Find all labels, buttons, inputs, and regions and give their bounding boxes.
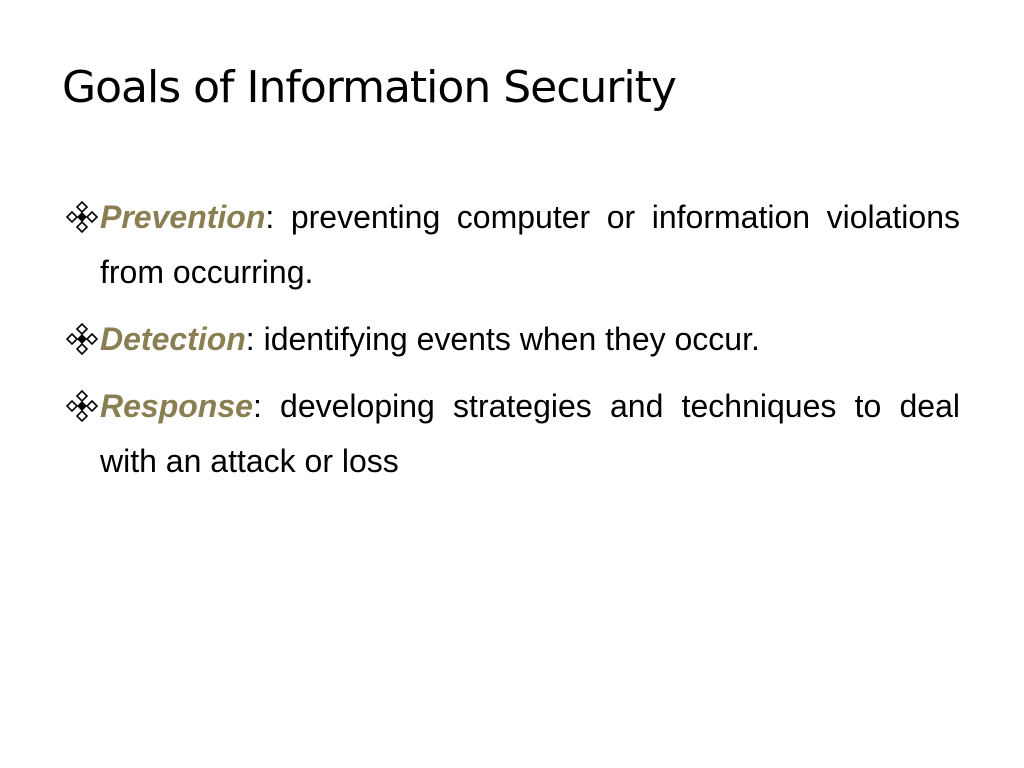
- slide-title: Goals of Information Security: [62, 62, 676, 113]
- bullet-text: preventing computer or information violations from occurring.: [100, 199, 960, 290]
- bullet-separator: :: [252, 388, 262, 424]
- diamond-bullet-icon: [64, 200, 100, 234]
- bullet-item-detection: [62, 312, 960, 367]
- diamond-bullet-icon: [64, 389, 100, 423]
- bullet-separator: :: [245, 321, 255, 357]
- bullet-term: Prevention: [100, 199, 266, 235]
- bullet-item-prevention: [62, 190, 960, 300]
- bullet-term: Detection: [100, 321, 246, 357]
- bullet-text: identifying events when they occur.: [254, 321, 760, 357]
- bullet-term: Response: [100, 388, 253, 424]
- bullet-item-response: [62, 379, 960, 489]
- bullet-text: developing strategies and techniques to deal with an attack or loss: [100, 388, 960, 479]
- diamond-bullet-icon: [64, 322, 100, 356]
- bullet-list: [62, 190, 960, 501]
- bullet-separator: :: [265, 199, 275, 235]
